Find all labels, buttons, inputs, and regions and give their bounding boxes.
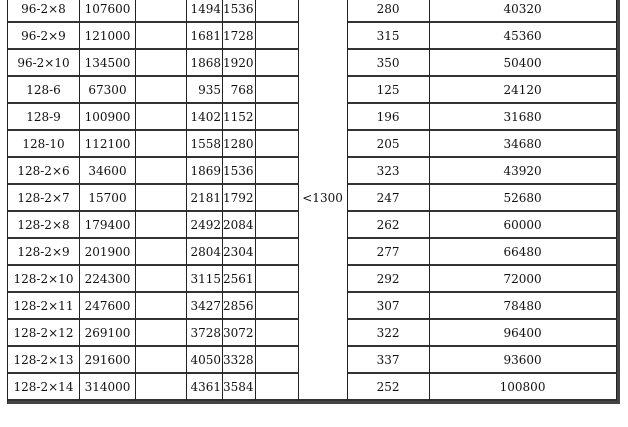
- value-cell: 31680: [430, 104, 617, 131]
- value-cell: 15700: [80, 185, 136, 212]
- blank-cell: [256, 104, 299, 131]
- blank-cell: [256, 131, 299, 158]
- blank-cell: [256, 320, 299, 347]
- model-cell: 96-2×8: [8, 0, 80, 23]
- value-cell: 1920: [223, 50, 256, 77]
- value-cell: 34680: [430, 131, 617, 158]
- model-cell: 96-2×10: [8, 50, 80, 77]
- value-cell: 93600: [430, 347, 617, 374]
- value-cell: 247600: [80, 293, 136, 320]
- value-cell: 96400: [430, 320, 617, 347]
- blank-cell: [136, 185, 187, 212]
- blank-cell: [136, 23, 187, 50]
- value-cell: 1536: [223, 0, 256, 23]
- value-cell: 196: [348, 104, 430, 131]
- blank-cell: [256, 347, 299, 374]
- model-cell: 128-2×10: [8, 266, 80, 293]
- value-cell: 2856: [223, 293, 256, 320]
- merged-note-cell: [299, 0, 348, 401]
- model-cell: 128-10: [8, 131, 80, 158]
- model-cell: 128-2×8: [8, 212, 80, 239]
- blank-cell: [256, 0, 299, 23]
- value-cell: 100800: [430, 374, 617, 401]
- value-cell: 179400: [80, 212, 136, 239]
- value-cell: 3115: [187, 266, 223, 293]
- spec-table-body: [8, 0, 617, 401]
- value-cell: 3728: [187, 320, 223, 347]
- value-cell: 4050: [187, 347, 223, 374]
- blank-cell: [256, 158, 299, 185]
- blank-cell: [136, 0, 187, 23]
- blank-cell: [136, 239, 187, 266]
- model-cell: 128-9: [8, 104, 80, 131]
- value-cell: 1792: [223, 185, 256, 212]
- blank-cell: [136, 131, 187, 158]
- value-cell: 125: [348, 77, 430, 104]
- blank-cell: [256, 266, 299, 293]
- value-cell: 4361: [187, 374, 223, 401]
- value-cell: 337: [348, 347, 430, 374]
- value-cell: 100900: [80, 104, 136, 131]
- value-cell: 201900: [80, 239, 136, 266]
- value-cell: 3072: [223, 320, 256, 347]
- value-cell: 768: [223, 77, 256, 104]
- value-cell: 1869: [187, 158, 223, 185]
- blank-cell: [256, 77, 299, 104]
- blank-cell: [256, 293, 299, 320]
- blank-cell: [136, 374, 187, 401]
- value-cell: 205: [348, 131, 430, 158]
- value-cell: 2804: [187, 239, 223, 266]
- blank-cell: [136, 77, 187, 104]
- blank-cell: [256, 50, 299, 77]
- value-cell: 224300: [80, 266, 136, 293]
- value-cell: 277: [348, 239, 430, 266]
- value-cell: 34600: [80, 158, 136, 185]
- blank-cell: [136, 320, 187, 347]
- model-cell: 128-2×14: [8, 374, 80, 401]
- blank-cell: [136, 104, 187, 131]
- value-cell: 322: [348, 320, 430, 347]
- blank-cell: [256, 212, 299, 239]
- model-cell: 128-2×11: [8, 293, 80, 320]
- value-cell: 1402: [187, 104, 223, 131]
- value-cell: 52680: [430, 185, 617, 212]
- blank-cell: [136, 212, 187, 239]
- model-cell: 128-2×12: [8, 320, 80, 347]
- model-cell: 128-2×7: [8, 185, 80, 212]
- value-cell: 72000: [430, 266, 617, 293]
- value-cell: 3584: [223, 374, 256, 401]
- model-cell: 128-2×13: [8, 347, 80, 374]
- value-cell: 2492: [187, 212, 223, 239]
- value-cell: 1868: [187, 50, 223, 77]
- value-cell: 323: [348, 158, 430, 185]
- blank-cell: [256, 185, 299, 212]
- value-cell: 24120: [430, 77, 617, 104]
- value-cell: 1681: [187, 23, 223, 50]
- value-cell: 1152: [223, 104, 256, 131]
- value-cell: 45360: [430, 23, 617, 50]
- value-cell: 2561: [223, 266, 256, 293]
- blank-cell: [256, 239, 299, 266]
- value-cell: 1536: [223, 158, 256, 185]
- blank-cell: [136, 293, 187, 320]
- blank-cell: [136, 266, 187, 293]
- value-cell: 67300: [80, 77, 136, 104]
- model-cell: 128-2×6: [8, 158, 80, 185]
- blank-cell: [256, 374, 299, 401]
- model-cell: 96-2×9: [8, 23, 80, 50]
- value-cell: 121000: [80, 23, 136, 50]
- value-cell: 3328: [223, 347, 256, 374]
- value-cell: 50400: [430, 50, 617, 77]
- value-cell: 314000: [80, 374, 136, 401]
- table-row: [8, 0, 617, 23]
- value-cell: 2181: [187, 185, 223, 212]
- value-cell: 350: [348, 50, 430, 77]
- value-cell: 307: [348, 293, 430, 320]
- model-cell: 128-6: [8, 77, 80, 104]
- value-cell: 78480: [430, 293, 617, 320]
- value-cell: 1558: [187, 131, 223, 158]
- value-cell: 60000: [430, 212, 617, 239]
- value-cell: 1728: [223, 23, 256, 50]
- value-cell: 252: [348, 374, 430, 401]
- merged-note: <1300: [302, 190, 343, 205]
- value-cell: 134500: [80, 50, 136, 77]
- value-cell: 280: [348, 0, 430, 23]
- value-cell: 66480: [430, 239, 617, 266]
- value-cell: 292: [348, 266, 430, 293]
- value-cell: 2084: [223, 212, 256, 239]
- value-cell: 43920: [430, 158, 617, 185]
- value-cell: 3427: [187, 293, 223, 320]
- value-cell: 112100: [80, 131, 136, 158]
- value-cell: 315: [348, 23, 430, 50]
- blank-cell: [136, 158, 187, 185]
- blank-cell: [136, 347, 187, 374]
- model-cell: 128-2×9: [8, 239, 80, 266]
- blank-cell: [136, 50, 187, 77]
- value-cell: 269100: [80, 320, 136, 347]
- value-cell: 107600: [80, 0, 136, 23]
- value-cell: 262: [348, 212, 430, 239]
- blank-cell: [256, 23, 299, 50]
- value-cell: 2304: [223, 239, 256, 266]
- value-cell: 40320: [430, 0, 617, 23]
- value-cell: 291600: [80, 347, 136, 374]
- value-cell: 1494: [187, 0, 223, 23]
- value-cell: 247: [348, 185, 430, 212]
- value-cell: 935: [187, 77, 223, 104]
- spec-table: [7, 0, 620, 404]
- value-cell: 1280: [223, 131, 256, 158]
